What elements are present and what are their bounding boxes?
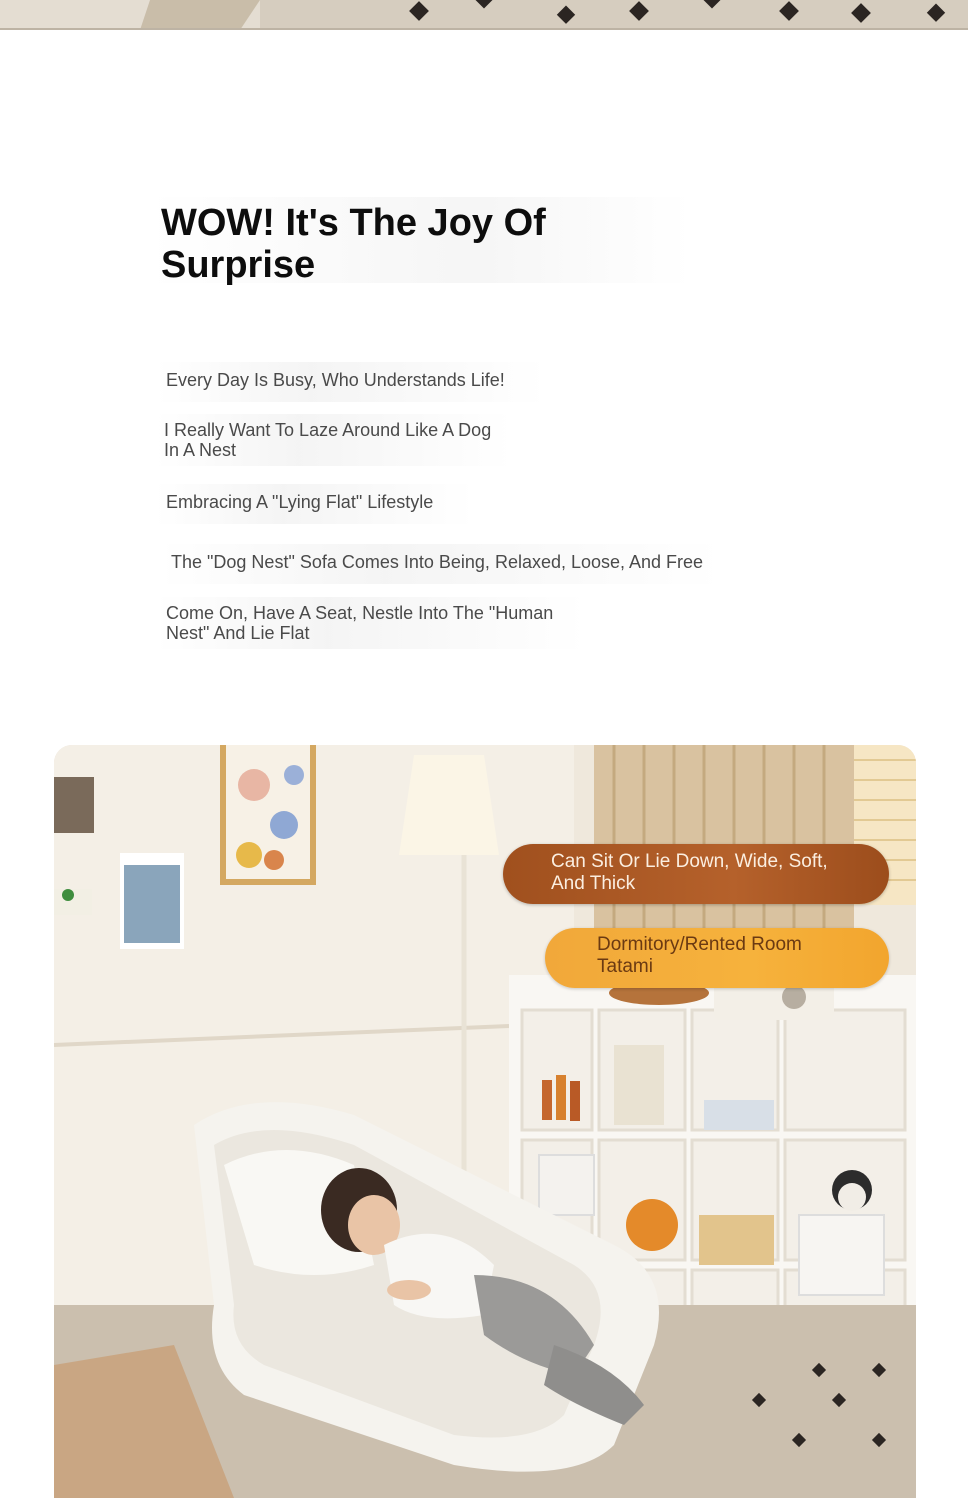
tagline-3: Embracing A "Lying Flat" Lifestyle (166, 492, 434, 512)
tagline-1-box (156, 362, 546, 402)
tagline-3-box (156, 484, 474, 524)
page-title: WOW! It's The Joy Of Surprise (161, 202, 546, 286)
tagline-1: Every Day Is Busy, Who Understands Life! (166, 370, 505, 390)
feature-badge-2 (545, 928, 889, 988)
headline-box (149, 197, 691, 286)
feature-badge-1 (503, 844, 889, 904)
tagline-4: The "Dog Nest" Sofa Comes Into Being, Relaxed, Loose, And Free (171, 552, 704, 572)
feature-badge-1-label: Can Sit Or Lie Down, Wide, Soft, And Thick (551, 851, 828, 894)
tagline-2: I Really Want To Laze Around Like A Dog In A Nest (164, 420, 492, 460)
rug-pattern-image (0, 0, 968, 30)
tagline-5-box (156, 597, 586, 649)
feature-badge-2-label: Dormitory/Rented Room Tatami (597, 934, 802, 977)
tagline-5: Come On, Have A Seat, Nestle Into The "Human Nest" And Lie Flat (166, 603, 554, 643)
tagline-4-box (160, 544, 722, 584)
tagline-2-box (156, 414, 512, 466)
top-photo-strip (0, 0, 968, 30)
